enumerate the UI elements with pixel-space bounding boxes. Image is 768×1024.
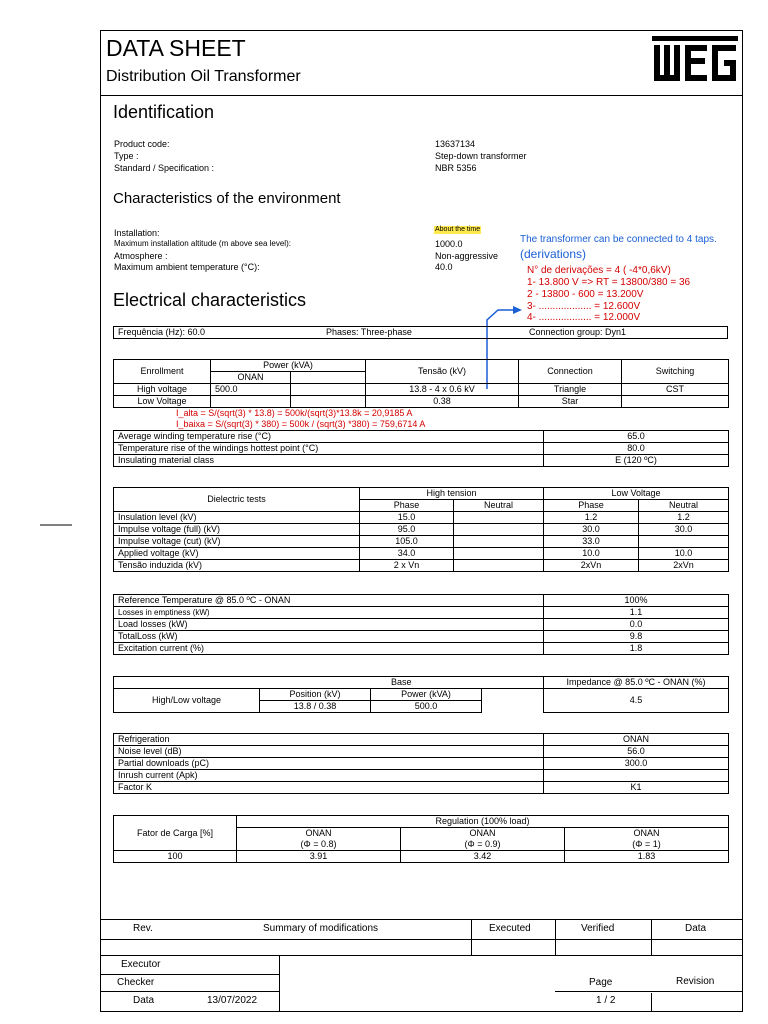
footer-top-line xyxy=(100,919,743,920)
misc-value: K1 xyxy=(544,782,729,794)
misc-label: Partial downloads (pC) xyxy=(114,758,544,770)
hv-blank xyxy=(291,384,366,396)
electrical-heading: Electrical characteristics xyxy=(113,290,307,310)
frequency-cell: Frequência (Hz): 60.0 xyxy=(114,327,323,339)
position-header: Position (kV) xyxy=(260,689,371,701)
footer-vline xyxy=(651,919,652,955)
hv-label: High voltage xyxy=(114,384,211,396)
thermal-label: Temperature rise of the windings hottest point (°C) xyxy=(114,443,544,455)
impedance-value: 4.5 xyxy=(544,689,729,713)
reg-col-pf: (Φ = 1) xyxy=(565,839,729,851)
lv-phase-value: 1.2 xyxy=(544,512,639,524)
ht-phase-header: Phase xyxy=(360,500,454,512)
footer-line xyxy=(100,939,743,940)
lv-phase-value: 30.0 xyxy=(544,524,639,536)
reg-value: 1.83 xyxy=(565,851,729,863)
ht-neutral-value xyxy=(454,548,544,560)
misc-value: ONAN xyxy=(544,734,729,746)
thermal-value: E (120 ºC) xyxy=(544,455,729,467)
switching-header: Switching xyxy=(622,360,729,384)
enrollment-header: Enrollment xyxy=(114,360,211,384)
dielectric-row-label: Applied voltage (kV) xyxy=(114,548,360,560)
environment-heading: Characteristics of the environment xyxy=(113,190,341,207)
ht-phase-value: 15.0 xyxy=(360,512,454,524)
impedance-blank xyxy=(114,677,260,689)
losses-value: 100% xyxy=(544,595,729,607)
reg-value: 3.91 xyxy=(237,851,401,863)
lv-label: Low Voltage xyxy=(114,396,211,408)
footer-vline xyxy=(555,919,556,955)
atmosphere-label: Atmosphere : xyxy=(114,251,168,261)
ht-neutral-header: Neutral xyxy=(454,500,544,512)
dielectric-table xyxy=(113,487,729,572)
ht-phase-value: 105.0 xyxy=(360,536,454,548)
product-code-label: Product code: xyxy=(114,139,170,149)
footer-line xyxy=(100,955,743,956)
product-code-value: 13637134 xyxy=(435,139,476,149)
impedance-header: Impedance @ 85.0 ºC - ONAN (%) xyxy=(544,677,729,689)
page-value: 1 / 2 xyxy=(596,995,616,1006)
lv-blank xyxy=(291,396,366,408)
ht-phase-value: 34.0 xyxy=(360,548,454,560)
annotation-i-baixa: I_baixa = S/(sqrt(3) * 380) = 500k / (sqrt(3) *380) = 759,6714 A xyxy=(176,419,426,429)
losses-label: Reference Temperature @ 85.0 ºC - ONAN xyxy=(114,595,544,607)
annotation-red-line-5: 4- ................... = 12.000V xyxy=(527,312,641,323)
misc-value: 56.0 xyxy=(544,746,729,758)
power-table xyxy=(113,359,729,408)
hv-power: 500.0 xyxy=(211,384,291,396)
standard-value: NBR 5356 xyxy=(435,163,477,173)
high-tension-header: High tension xyxy=(360,488,544,500)
checker-label: Checker xyxy=(117,977,155,988)
annotation-taps-note: The transformer can be connected to 4 taps. xyxy=(520,234,717,245)
hv-tensao: 13.8 - 4 x 0.6 kV xyxy=(366,384,519,396)
ht-phase-value: 95.0 xyxy=(360,524,454,536)
hv-switching: CST xyxy=(622,384,729,396)
ambient-temp-label: Maximum ambient temperature (°C): xyxy=(114,262,260,272)
misc-label: Factor K xyxy=(114,782,544,794)
onan-header: ONAN xyxy=(211,372,291,384)
regulation-table xyxy=(113,815,729,863)
connection-header: Connection xyxy=(519,360,622,384)
position-value: 13.8 / 0.38 xyxy=(260,701,371,713)
lv-phase-header: Phase xyxy=(544,500,639,512)
losses-label: Load losses (kW) xyxy=(114,619,544,631)
annotation-red-line-2: 1- 13.800 V => RT = 13800/380 = 36 xyxy=(527,277,691,288)
losses-value: 1.1 xyxy=(544,607,729,619)
dielectric-row-label: Insulation level (kV) xyxy=(114,512,360,524)
phases-cell: Phases: Three-phase xyxy=(322,327,525,339)
lv-phase-value: 33.0 xyxy=(544,536,639,548)
ht-neutral-value xyxy=(454,560,544,572)
dielectric-row-label: Tensão induzida (kV) xyxy=(114,560,360,572)
power-kva-value: 500.0 xyxy=(371,701,482,713)
footer-line xyxy=(100,991,279,992)
misc-label: Noise level (dB) xyxy=(114,746,544,758)
standard-label: Standard / Specification : xyxy=(114,163,215,173)
connection-group-cell: Connection group: Dyn1 xyxy=(525,327,728,339)
impedance-table xyxy=(113,676,729,713)
misc-label: Inrush current (Apk) xyxy=(114,770,544,782)
thermal-label: Average winding temperature rise (°C) xyxy=(114,431,544,443)
tensao-header: Tensão (kV) xyxy=(366,360,519,384)
date-value: 13/07/2022 xyxy=(207,995,258,1006)
annotation-red-line-1: N° de derivações = 4 ( -4*0,6kV) xyxy=(527,265,671,276)
losses-label: Excitation current (%) xyxy=(114,643,544,655)
misc-value xyxy=(544,770,729,782)
annotation-i-alta: I_alta = S/(sqrt(3) * 13.8) = 500k/(sqrt(3)*13.8k = 20,9185 A xyxy=(176,408,413,418)
low-voltage-header: Low Voltage xyxy=(544,488,729,500)
footer-line xyxy=(555,991,743,992)
reg-col-name: ONAN xyxy=(565,828,729,840)
annotation-derivations: (derivations) xyxy=(520,247,587,261)
lv-neutral-value: 10.0 xyxy=(639,548,729,560)
lv-switching xyxy=(622,396,729,408)
lv-tensao: 0.38 xyxy=(366,396,519,408)
annotation-red-line-3: 2 - 13800 - 600 = 13.200V xyxy=(527,289,644,300)
lv-power xyxy=(211,396,291,408)
altitude-label: Maximum installation altitude (m above sea level): xyxy=(114,239,291,248)
lv-neutral-value: 1.2 xyxy=(639,512,729,524)
altitude-value: 1000.0 xyxy=(435,239,463,249)
data-label: Data xyxy=(133,995,155,1006)
ambient-temp-value: 40.0 xyxy=(435,262,453,272)
ht-neutral-value xyxy=(454,524,544,536)
executed-header: Executed xyxy=(489,923,531,934)
revision-label: Revision xyxy=(676,976,715,987)
summary-header: Summary of modifications xyxy=(263,923,379,934)
thermal-table xyxy=(113,430,729,467)
dielectric-row-label: Impulse voltage (full) (kV) xyxy=(114,524,360,536)
ht-phase-value: 2 x Vn xyxy=(360,560,454,572)
misc-value: 300.0 xyxy=(544,758,729,770)
impedance-spacer xyxy=(482,701,544,713)
verified-header: Verified xyxy=(581,923,615,934)
losses-label: Losses in emptiness (kW) xyxy=(114,607,544,619)
fator-header: Fator de Carga [%] xyxy=(114,816,237,851)
misc-table xyxy=(113,733,729,794)
base-header: Base xyxy=(260,677,544,689)
reg-value: 3.42 xyxy=(401,851,565,863)
lv-neutral-value: 2xVn xyxy=(639,560,729,572)
installation-value: About the time xyxy=(435,226,481,233)
sheet-title: DATA SHEET xyxy=(106,35,246,61)
reg-col-pf: (Φ = 0.9) xyxy=(401,839,565,851)
executor-label: Executor xyxy=(121,959,161,970)
footer-line xyxy=(100,974,279,975)
lv-phase-value: 2xVn xyxy=(544,560,639,572)
reg-col-pf: (Φ = 0.8) xyxy=(237,839,401,851)
misc-label: Refrigeration xyxy=(114,734,544,746)
regulation-header: Regulation (100% load) xyxy=(237,816,729,828)
losses-value: 0.0 xyxy=(544,619,729,631)
thermal-value: 80.0 xyxy=(544,443,729,455)
thermal-label: Insulating material class xyxy=(114,455,544,467)
reg-col-name: ONAN xyxy=(237,828,401,840)
lv-connection: Star xyxy=(519,396,622,408)
atmosphere-value: Non-aggressive xyxy=(435,251,499,261)
footer-vline xyxy=(651,993,652,1012)
footer-vline xyxy=(279,955,280,1012)
annotation-red-line-4: 3- ................... = 12.600V xyxy=(527,301,641,312)
losses-value: 9.8 xyxy=(544,631,729,643)
lv-neutral-value: 30.0 xyxy=(639,524,729,536)
losses-label: TotalLoss (kW) xyxy=(114,631,544,643)
footer-vline xyxy=(471,919,472,955)
lv-phase-value: 10.0 xyxy=(544,548,639,560)
installation-label: Installation: xyxy=(114,228,160,238)
load-value: 100 xyxy=(114,851,237,863)
power-blank-cell xyxy=(291,372,366,384)
power-kva-header: Power (kVA) xyxy=(371,689,482,701)
thermal-value: 65.0 xyxy=(544,431,729,443)
lv-neutral-header: Neutral xyxy=(639,500,729,512)
hl-voltage-label: High/Low voltage xyxy=(114,689,260,713)
ht-neutral-value xyxy=(454,512,544,524)
type-value: Step-down transformer xyxy=(435,151,527,161)
lv-neutral-value xyxy=(639,536,729,548)
type-label: Type : xyxy=(114,151,139,161)
frequency-table xyxy=(113,326,728,339)
identification-heading: Identification xyxy=(113,102,215,122)
rev-header: Rev. xyxy=(133,923,153,934)
dielectric-row-label: Impulse voltage (cut) (kV) xyxy=(114,536,360,548)
dielectric-heading: Dielectric tests xyxy=(114,488,360,512)
reg-col-name: ONAN xyxy=(401,828,565,840)
impedance-spacer xyxy=(482,689,544,701)
ht-neutral-value xyxy=(454,536,544,548)
hv-connection: Triangle xyxy=(519,384,622,396)
page-label: Page xyxy=(589,977,613,988)
data-header: Data xyxy=(685,923,707,934)
sheet-subtitle: Distribution Oil Transformer xyxy=(106,68,301,85)
losses-table xyxy=(113,594,729,655)
power-header: Power (kVA) xyxy=(211,360,366,372)
losses-value: 1.8 xyxy=(544,643,729,655)
